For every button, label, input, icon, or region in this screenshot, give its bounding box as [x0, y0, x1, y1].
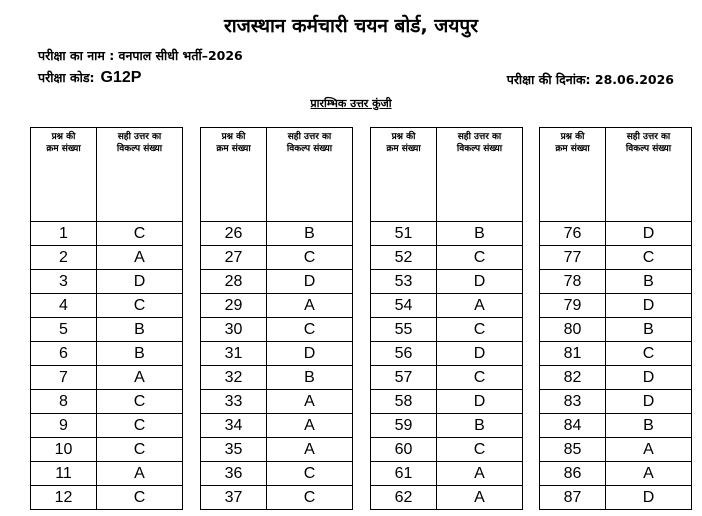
exam-code-label: परीक्षा कोड:: [38, 70, 95, 85]
answer-option-cell: C: [97, 390, 183, 414]
question-number-cell: 87: [540, 486, 606, 510]
table-row: [371, 222, 523, 246]
answer-option-cell: B: [606, 414, 692, 438]
answer-option-header: सही उत्तर का विकल्प संख्या: [606, 128, 692, 222]
exam-name: परीक्षा का नाम : वनपाल सीधी भर्ती–2026: [38, 48, 243, 63]
answer-option-cell: C: [97, 222, 183, 246]
answer-option-cell: D: [267, 342, 353, 366]
question-number-cell: 55: [371, 318, 437, 342]
answer-option-cell: B: [97, 342, 183, 366]
question-number-cell: 12: [31, 486, 97, 510]
table-row: [371, 486, 523, 510]
question-number-cell: 76: [540, 222, 606, 246]
question-number-cell: 31: [201, 342, 267, 366]
table-row: [31, 222, 183, 246]
question-number-cell: 33: [201, 390, 267, 414]
question-number-cell: 32: [201, 366, 267, 390]
answer-option-cell: C: [97, 414, 183, 438]
question-number-cell: 3: [31, 270, 97, 294]
table-row: [201, 390, 353, 414]
answer-option-cell: C: [267, 462, 353, 486]
question-number-cell: 51: [371, 222, 437, 246]
table-row: [201, 294, 353, 318]
answer-option-cell: C: [267, 318, 353, 342]
table-row: [201, 270, 353, 294]
answer-option-cell: A: [437, 294, 523, 318]
answer-table-4: [539, 127, 692, 510]
question-number-cell: 54: [371, 294, 437, 318]
answer-option-cell: B: [267, 366, 353, 390]
answer-option-header: सही उत्तर का विकल्प संख्या: [267, 128, 353, 222]
question-number-cell: 8: [31, 390, 97, 414]
answer-option-cell: C: [437, 366, 523, 390]
exam-code-value: G12P: [100, 69, 142, 86]
table-row: [540, 222, 692, 246]
answer-option-cell: C: [437, 318, 523, 342]
answer-option-cell: A: [97, 246, 183, 270]
answer-option-cell: C: [267, 246, 353, 270]
answer-option-header: सही उत्तर का विकल्प संख्या: [97, 128, 183, 222]
table-row: [540, 294, 692, 318]
table-row: [540, 390, 692, 414]
question-number-cell: 56: [371, 342, 437, 366]
answer-option-cell: A: [606, 438, 692, 462]
answer-option-cell: A: [267, 414, 353, 438]
answer-option-cell: C: [97, 486, 183, 510]
table-row: [540, 318, 692, 342]
question-number-cell: 27: [201, 246, 267, 270]
table-row: [371, 390, 523, 414]
answer-option-cell: D: [437, 270, 523, 294]
question-number-cell: 35: [201, 438, 267, 462]
answer-option-cell: D: [267, 270, 353, 294]
table-row: [371, 366, 523, 390]
question-number-cell: 60: [371, 438, 437, 462]
answer-option-cell: A: [437, 462, 523, 486]
answer-option-cell: A: [97, 462, 183, 486]
table-row: [201, 438, 353, 462]
answer-option-cell: C: [97, 438, 183, 462]
question-number-cell: 26: [201, 222, 267, 246]
answer-option-cell: C: [606, 342, 692, 366]
answer-option-cell: A: [437, 486, 523, 510]
table-row: [31, 318, 183, 342]
table-row: [371, 318, 523, 342]
question-number-cell: 59: [371, 414, 437, 438]
table-row: [31, 246, 183, 270]
answer-key-caption: प्रारम्भिक उत्तर कुंजी: [310, 97, 392, 110]
question-number-cell: 52: [371, 246, 437, 270]
table-row: [371, 342, 523, 366]
answer-option-cell: A: [267, 390, 353, 414]
answer-option-cell: B: [606, 318, 692, 342]
table-row: [371, 414, 523, 438]
question-number-header: प्रश्न की क्रम संख्या: [540, 128, 606, 222]
answer-option-cell: D: [437, 390, 523, 414]
question-number-cell: 2: [31, 246, 97, 270]
question-number-cell: 4: [31, 294, 97, 318]
table-row: [201, 318, 353, 342]
table-row: [540, 462, 692, 486]
answer-option-cell: D: [606, 486, 692, 510]
exam-code-line: [38, 69, 141, 87]
table-row: [371, 294, 523, 318]
question-number-cell: 62: [371, 486, 437, 510]
table-row: [540, 246, 692, 270]
question-number-cell: 53: [371, 270, 437, 294]
question-number-cell: 80: [540, 318, 606, 342]
table-row: [201, 462, 353, 486]
question-number-cell: 29: [201, 294, 267, 318]
table-row: [540, 438, 692, 462]
question-number-cell: 79: [540, 294, 606, 318]
table-row: [201, 342, 353, 366]
question-number-cell: 77: [540, 246, 606, 270]
table-row: [371, 438, 523, 462]
question-number-cell: 28: [201, 270, 267, 294]
table-row: [540, 486, 692, 510]
answer-option-cell: C: [97, 294, 183, 318]
question-number-cell: 83: [540, 390, 606, 414]
answer-option-cell: C: [267, 486, 353, 510]
question-number-cell: 78: [540, 270, 606, 294]
answer-option-cell: B: [606, 270, 692, 294]
question-number-header: प्रश्न की क्रम संख्या: [201, 128, 267, 222]
answer-option-cell: C: [437, 438, 523, 462]
question-number-cell: 6: [31, 342, 97, 366]
table-row: [371, 246, 523, 270]
exam-date: परीक्षा की दिनांक: 28.06.2026: [506, 72, 674, 87]
answer-option-cell: D: [606, 294, 692, 318]
answer-option-cell: A: [606, 462, 692, 486]
question-number-cell: 11: [31, 462, 97, 486]
board-title: राजस्थान कर्मचारी चयन बोर्ड, जयपुर: [224, 15, 478, 37]
table-row: [31, 366, 183, 390]
question-number-cell: 61: [371, 462, 437, 486]
table-row: [201, 222, 353, 246]
table-row: [31, 438, 183, 462]
table-row: [201, 246, 353, 270]
table-row: [540, 270, 692, 294]
table-row: [201, 486, 353, 510]
answer-option-cell: A: [267, 438, 353, 462]
question-number-cell: 85: [540, 438, 606, 462]
answer-option-cell: D: [606, 222, 692, 246]
question-number-cell: 10: [31, 438, 97, 462]
table-row: [371, 462, 523, 486]
answer-option-cell: C: [606, 246, 692, 270]
answer-option-cell: B: [437, 222, 523, 246]
question-number-cell: 1: [31, 222, 97, 246]
question-number-cell: 86: [540, 462, 606, 486]
question-number-cell: 37: [201, 486, 267, 510]
answer-option-cell: B: [437, 414, 523, 438]
question-number-cell: 36: [201, 462, 267, 486]
answer-option-cell: D: [437, 342, 523, 366]
answer-option-cell: D: [606, 366, 692, 390]
answer-option-cell: D: [97, 270, 183, 294]
question-number-cell: 58: [371, 390, 437, 414]
table-row: [540, 414, 692, 438]
question-number-cell: 82: [540, 366, 606, 390]
answer-option-cell: A: [267, 294, 353, 318]
answer-table-1: [30, 127, 183, 510]
question-number-cell: 84: [540, 414, 606, 438]
question-number-cell: 81: [540, 342, 606, 366]
table-row: [31, 414, 183, 438]
table-row: [31, 342, 183, 366]
question-number-cell: 9: [31, 414, 97, 438]
question-number-cell: 30: [201, 318, 267, 342]
table-row: [31, 294, 183, 318]
answer-table-3: [370, 127, 523, 510]
table-row: [31, 486, 183, 510]
question-number-cell: 57: [371, 366, 437, 390]
answer-table-2: [200, 127, 353, 510]
answer-option-cell: C: [437, 246, 523, 270]
question-number-cell: 7: [31, 366, 97, 390]
table-row: [201, 414, 353, 438]
answer-option-cell: B: [267, 222, 353, 246]
answer-option-cell: B: [97, 318, 183, 342]
question-number-cell: 5: [31, 318, 97, 342]
question-number-header: प्रश्न की क्रम संख्या: [31, 128, 97, 222]
table-row: [31, 462, 183, 486]
answer-option-header: सही उत्तर का विकल्प संख्या: [437, 128, 523, 222]
question-number-header: प्रश्न की क्रम संख्या: [371, 128, 437, 222]
table-row: [540, 342, 692, 366]
table-row: [540, 366, 692, 390]
answer-option-cell: A: [97, 366, 183, 390]
table-row: [31, 390, 183, 414]
table-row: [201, 366, 353, 390]
table-row: [371, 270, 523, 294]
question-number-cell: 34: [201, 414, 267, 438]
answer-option-cell: D: [606, 390, 692, 414]
table-row: [31, 270, 183, 294]
